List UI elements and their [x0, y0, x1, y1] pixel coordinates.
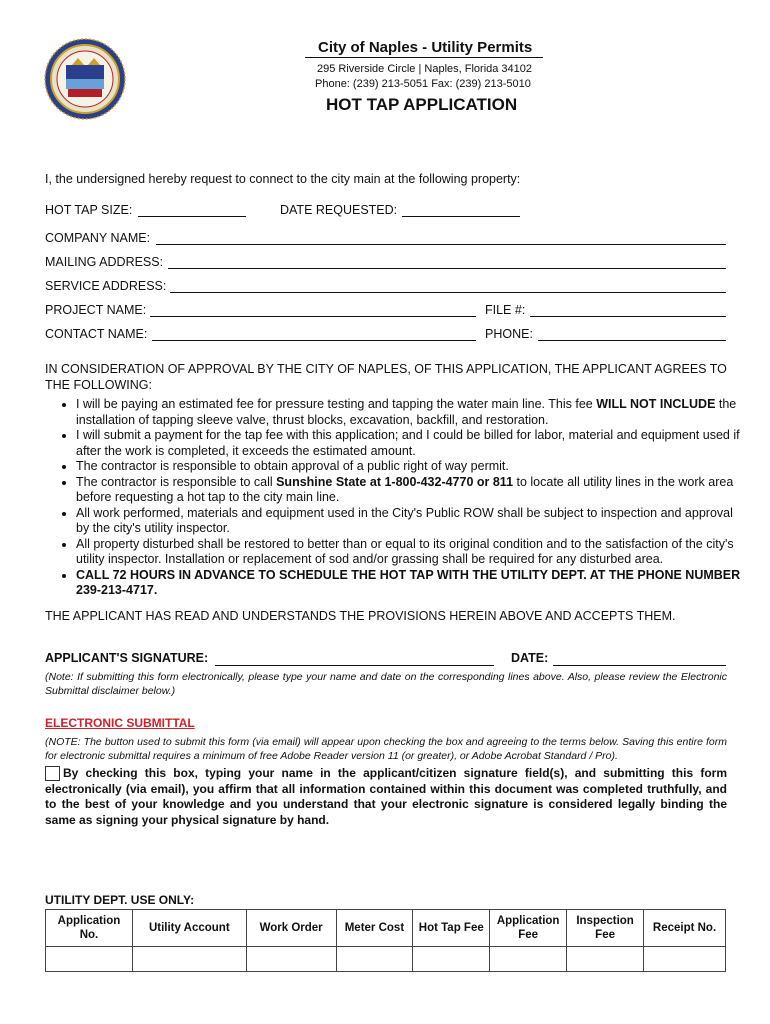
contact-name-label: CONTACT NAME:	[45, 327, 148, 341]
intro-text: I, the undersigned hereby request to connect to the city main at the following property:	[45, 172, 521, 186]
list-item: • The contractor is responsible to call Sunshine State at 1-800-432-4770 or 811 to locate all utility lines in the work area before requesting a hot tap to the city main line.	[76, 475, 748, 506]
header-rule	[305, 57, 543, 58]
applicant-signature-field[interactable]	[215, 665, 494, 666]
consideration-text: IN CONSIDERATION OF APPROVAL BY THE CITY OF NAPLES, OF THIS APPLICATION, THE APPLICANT AGREES TO THE FOLLOWING:	[45, 362, 727, 392]
column-header: Meter Cost	[336, 910, 413, 947]
utility-table	[45, 909, 726, 972]
table-header-row	[46, 910, 726, 947]
consent-checkbox[interactable]	[45, 766, 60, 781]
work-order-cell[interactable]	[246, 947, 336, 972]
company-name-field[interactable]	[156, 244, 726, 245]
org-phone-fax: Phone: (239) 213-5051 Fax: (239) 213-5010	[315, 78, 531, 90]
list-item: • All property disturbed shall be restored to better than or equal to its original condition and to the satisfaction of the city's utility inspector. Installation or replacement of sod and/or grassing shall be required for any disturbed area.	[76, 537, 748, 568]
applicant-signature-label: APPLICANT'S SIGNATURE:	[45, 651, 209, 665]
column-header: Utility Account	[132, 910, 246, 947]
agreement-list	[60, 397, 748, 599]
date-requested-field[interactable]	[402, 216, 520, 217]
project-name-field[interactable]	[150, 316, 476, 317]
form-title: HOT TAP APPLICATION	[326, 95, 518, 114]
list-item: • All work performed, materials and equipment used in the City's Public ROW shall be subject to inspection and approval by the city's utility inspector.	[76, 506, 748, 537]
file-no-label: FILE #:	[485, 303, 526, 317]
column-header: Receipt No.	[644, 910, 726, 947]
phone-label: PHONE:	[485, 327, 533, 341]
mailing-address-field[interactable]	[168, 268, 726, 269]
list-item: • CALL 72 HOURS IN ADVANCE TO SCHEDULE THE HOT TAP WITH THE UTILITY DEPT. AT THE PHONE NUMBER 239-213-4717.	[76, 568, 748, 599]
column-header: Application Fee	[490, 910, 567, 947]
org-title: City of Naples - Utility Permits	[318, 39, 533, 56]
list-item: • I will be paying an estimated fee for pressure testing and tapping the water main line. This fee WILL NOT INCLUDE the installation of tapping sleeve valve, thrust blocks, excavation, backfill, and restoration.	[76, 397, 748, 428]
signature-date-field[interactable]	[553, 665, 726, 666]
application-no-cell[interactable]	[46, 947, 133, 972]
date-requested-label: DATE REQUESTED:	[280, 203, 398, 217]
mailing-address-label: MAILING ADDRESS:	[45, 255, 164, 269]
contact-name-field[interactable]	[152, 340, 476, 341]
meter-cost-cell[interactable]	[336, 947, 413, 972]
column-header: Application No.	[46, 910, 133, 947]
signature-note: (Note: If submitting this form electronically, please type your name and date on the corresponding lines above. Also, please review the Electronic Submittal disclaimer below.)	[45, 671, 727, 697]
inspection-fee-cell[interactable]	[567, 947, 644, 972]
column-header: Inspection Fee	[567, 910, 644, 947]
hot-tap-size-field[interactable]	[138, 216, 246, 217]
project-name-label: PROJECT NAME:	[45, 303, 147, 317]
list-item: • I will submit a payment for the tap fee with this application; and I could be billed for labor, material and equipment used if after the work is completed, it exceeds the estimated amount.	[76, 428, 748, 459]
list-item: • The contractor is responsible to obtain approval of a public right of way permit.	[76, 459, 748, 475]
hot-tap-fee-cell[interactable]	[413, 947, 490, 972]
consent-text: By checking this box, typing your name in the applicant/citizen signature field(s), and submitting this form electronically (via email), you affirm that all information contained within this document was completed truthfully, and to the best of your knowledge and you understand that your electronic signature is considered legally binding the same as signing your physical signature by hand.	[45, 766, 727, 827]
column-header: Work Order	[246, 910, 336, 947]
receipt-no-cell[interactable]	[644, 947, 726, 972]
phone-field[interactable]	[538, 340, 726, 341]
utility-use-title: UTILITY DEPT. USE ONLY:	[45, 893, 195, 907]
accepts-text: THE APPLICANT HAS READ AND UNDERSTANDS THE PROVISIONS HEREIN ABOVE AND ACCEPTS THEM.	[45, 609, 676, 623]
hot-tap-size-label: HOT TAP SIZE:	[45, 203, 133, 217]
org-address: 295 Riverside Circle | Naples, Florida 34102	[317, 63, 533, 75]
city-seal-logo	[44, 38, 126, 120]
service-address-label: SERVICE ADDRESS:	[45, 279, 167, 293]
utility-account-cell[interactable]	[132, 947, 246, 972]
column-header: Hot Tap Fee	[413, 910, 490, 947]
file-no-field[interactable]	[530, 316, 726, 317]
company-name-label: COMPANY NAME:	[45, 231, 151, 245]
signature-date-label: DATE:	[511, 651, 549, 665]
table-row	[46, 947, 726, 972]
electronic-submittal-title: ELECTRONIC SUBMITTAL	[45, 716, 195, 730]
service-address-field[interactable]	[170, 292, 726, 293]
electronic-submittal-note: (NOTE: The button used to submit this form (via email) will appear upon checking the box and agreeing to the terms below. Saving this entire form for electronic submittal requires a minimum of free Adobe Reader version 11 (or greater), or Adobe Acrobat Standard / Pro).	[45, 736, 727, 762]
application-fee-cell[interactable]	[490, 947, 567, 972]
